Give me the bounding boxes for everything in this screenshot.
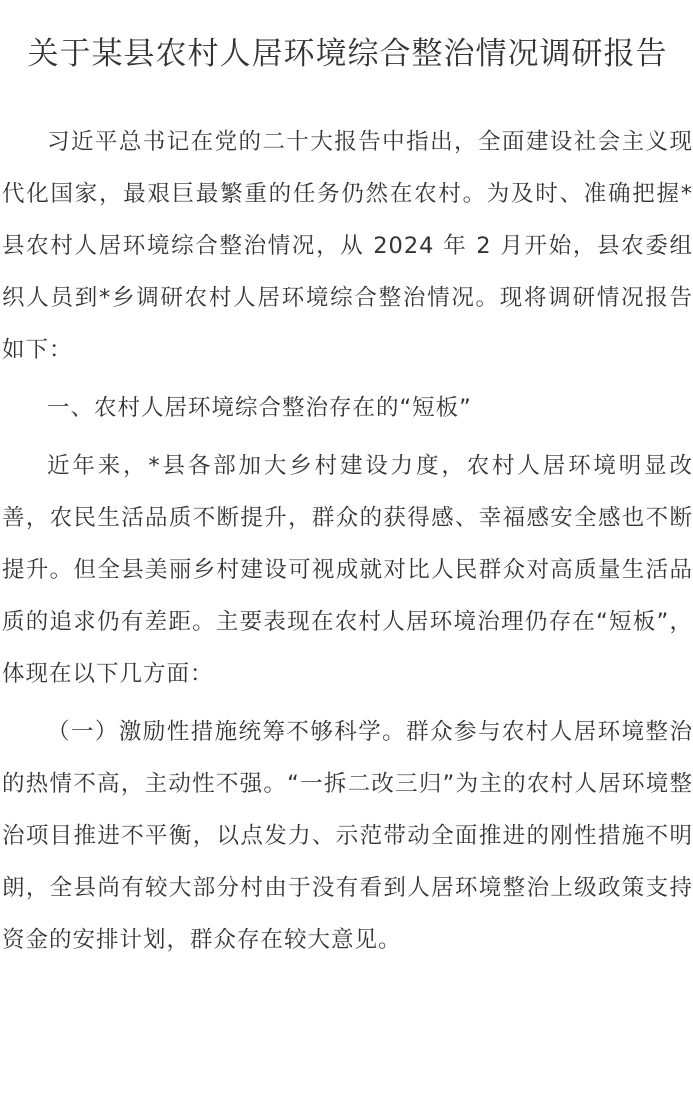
subsection-paragraph: （一）激励性措施统筹不够科学。群众参与农村人居环境整治的热情不高，主动性不强。“一拆二改三归”为主的农村人居环境整治项目推进不平衡，以点发力、示范带动全面推进的刚性措施不明朗，全县尚有较大部分村由于没有看到人居环境整治上级政策支持资金的安排计划，群众存在较大意见。 (2, 719, 693, 953)
intro-paragraph: 习近平总书记在党的二十大报告中指出，全面建设社会主义现代化国家，最艰巨最繁重的任务仍然在农村。为及时、准确把握*县农村人居环境综合整治情况，从 2024 年 2 月开始，县农委组织人员到*乡调研农村人居环境综合整治情况。现将调研情况报告如下： (2, 129, 693, 363)
document-title: 关于某县农村人居环境综合整治情况调研报告 (27, 36, 668, 72)
section-body-paragraph: 近年来，*县各部加大乡村建设力度，农村人居环境明显改善，农民生活品质不断提升，群众的获得感、幸福感安全感也不断提升。但全县美丽乡村建设可视成就对比人民群众对高质量生活品质的追求仍有差距。主要表现在农村人居环境治理仍存在“短板”，体现在以下几方面： (2, 453, 693, 687)
section-heading: 一、农村人居环境综合整治存在的“短板” (47, 395, 472, 421)
